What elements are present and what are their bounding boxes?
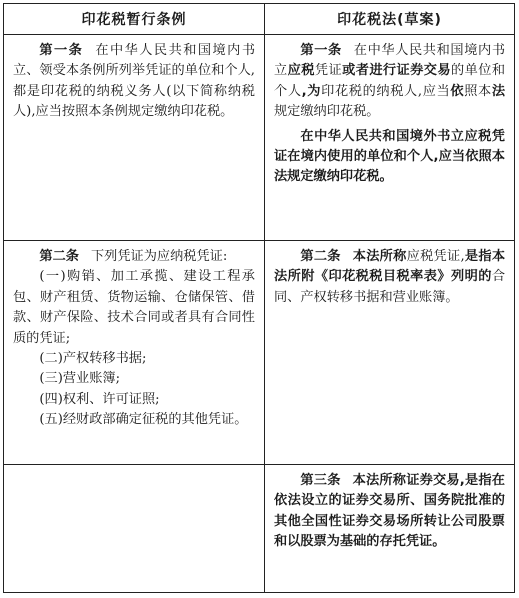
list-item: (五)经财政部确定征税的其他凭证。 bbox=[39, 412, 248, 428]
bold-segment: 法 bbox=[491, 83, 506, 99]
row1-left-paragraph bbox=[13, 41, 255, 123]
row1-right-cell bbox=[265, 41, 514, 188]
article-number: 第二条 bbox=[39, 249, 79, 264]
row3-right-cell bbox=[265, 471, 514, 553]
row2-left-cell bbox=[4, 247, 264, 431]
text-segment: 的单位和个人 bbox=[274, 63, 506, 99]
text-segment: 合同、产权转移书据和营业账簿。 bbox=[274, 269, 505, 305]
bold-segment: 应税 bbox=[287, 63, 315, 79]
bold-segment: ,为 bbox=[301, 83, 322, 99]
text-segment: 在中华人民共和国境内书立 bbox=[274, 43, 506, 79]
text-segment: 应税凭证, bbox=[406, 249, 465, 264]
list-item: (一)购销、加工承揽、建设工程承包、财产租赁、货物运输、仓储保管、借款、财产保险、技术合同或者具有合同性质的凭证; bbox=[13, 269, 255, 346]
bold-segment: 是指本法所附《印花税税目税率表》列明的 bbox=[274, 249, 506, 285]
list-item: (二)产权转移书据; bbox=[39, 351, 147, 367]
row2-left-intro bbox=[13, 247, 255, 267]
bold-segment: 或者进行证券交易 bbox=[342, 63, 451, 79]
row1-left-cell bbox=[4, 41, 264, 123]
list-item: (三)营业账簿; bbox=[39, 371, 121, 387]
text-segment: 印花税的纳税人,应当 bbox=[321, 83, 451, 99]
row2-right-paragraph bbox=[274, 247, 505, 308]
row1-right-paragraph-2: 在中华人民共和国境外书立应税凭证在境内使用的单位和个人,应当依照本法规定缴纳印花税。 bbox=[274, 128, 505, 185]
bold-segment: 本法所称 bbox=[352, 249, 407, 264]
right-column-header: 印花税法(草案) bbox=[337, 12, 442, 28]
row-divider-1 bbox=[4, 240, 514, 241]
article-number: 第二条 bbox=[300, 249, 341, 264]
row1-right-paragraph-1 bbox=[274, 41, 505, 123]
article-number: 第一条 bbox=[300, 43, 342, 58]
text-segment: 规定缴纳印花税。 bbox=[274, 104, 380, 120]
article-number: 第三条 bbox=[300, 473, 341, 488]
left-column-header: 印花税暂行条例 bbox=[81, 12, 187, 28]
article-number: 第一条 bbox=[39, 43, 84, 58]
article-text: 下列凭证为应纳税凭证: bbox=[90, 249, 228, 264]
comparison-table bbox=[3, 3, 515, 593]
article-text: 本法所称证券交易,是指在依法设立的证券交易所、国务院批准的其他全国性证券交易场所转让公司股票和以股票为基础的存托凭证。 bbox=[274, 473, 505, 550]
header-divider bbox=[4, 34, 514, 35]
row2-right-cell bbox=[265, 247, 514, 308]
row-divider-2 bbox=[4, 464, 514, 465]
text-segment: 照本 bbox=[464, 83, 492, 99]
text-segment: 凭证 bbox=[314, 63, 343, 79]
bold-segment: 依 bbox=[450, 83, 465, 99]
article-text: 在中华人民共和国境内书立、领受本条例所列举凭证的单位和个人,都是印花税的纳税义务人(以下简称纳税人),应当按照本条例规定缴纳印花税。 bbox=[13, 43, 256, 120]
row3-right-paragraph bbox=[274, 471, 505, 553]
list-item: (四)权利、许可证照; bbox=[39, 391, 160, 407]
